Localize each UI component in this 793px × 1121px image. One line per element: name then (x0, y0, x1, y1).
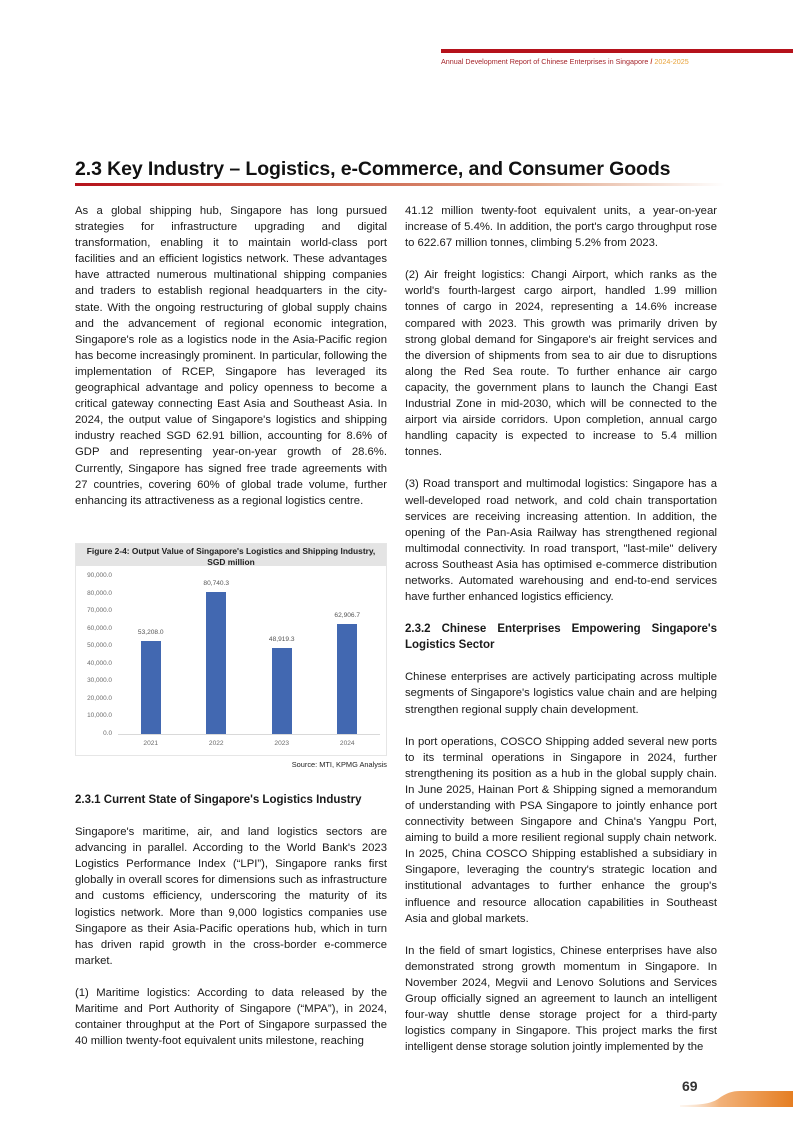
header-accent-bar (441, 49, 793, 53)
section-title-underline (75, 183, 725, 186)
left-column-lower (75, 792, 387, 1049)
y-axis-tick-label: 50,000.0 (87, 642, 112, 650)
y-axis-tick-label: 60,000.0 (87, 624, 112, 632)
y-axis-tick-label: 20,000.0 (87, 694, 112, 702)
footer-swoosh-decoration (680, 1085, 793, 1107)
y-axis-tick-label: 90,000.0 (87, 572, 112, 579)
chart-bar (141, 641, 161, 734)
chart-plot-area (76, 566, 386, 756)
y-axis-tick-label: 80,000.0 (87, 589, 112, 597)
chart-bar (206, 592, 226, 734)
maritime-logistics-paragraph: (1) Maritime logistics: According to data released by the Maritime and Port Authority of Singapore (“MPA”), in 2024, container throughput at the Port of Singapore surpassed the 40 million twenty-foot equivalent units milestone, reaching (75, 986, 387, 1048)
page-number: 69 (682, 1078, 698, 1094)
air-freight-paragraph: (2) Air freight logistics: Changi Airport, which ranks as the world's fourth-largest cargo airport, handled 1.99 million tonnes of cargo in 2024, representing a 14.6% increase compared with 2023. This growth was primarily driven by strong global demand for Singapore's air freight services and the diversion of shipments from sea to air due to disruptions along the Red Sea route. To further enhance air cargo capacity, the government plans to launch the Changi East Industrial Zone in mid-2030, which will be connected to the airport via airside corridors. Upon completion, annual cargo handling capacity is expected to increase to 5.4 million tonnes. (405, 269, 717, 459)
y-axis-tick-label: 10,000.0 (87, 712, 112, 720)
x-axis-tick-label: 2023 (274, 740, 290, 747)
running-header (441, 57, 689, 66)
intro-paragraph: As a global shipping hub, Singapore has long pursued strategies for infrastructure upgrading and digital transformation, enabling it to maintain world-class port facilities and an efficient logistics network. These advantages have attracted numerous multinational shipping companies and traders to establish regional headquarters in the city-state. With the ongoing restructuring of global supply chains and the advancement of regional economic integration, Singapore's role as a logistics node in the Asia-Pacific region has become increasingly prominent. In particular, following the implementation of RCEP, Singapore has leveraged its geographical advantage and policy openness to become a critical gateway connecting East Asia and Southeast Asia. In 2024, the output value of Singapore's logistics and shipping industry reached SGD 62.91 billion, accounting for 8.6% of GDP and representing year-on-year growth of 28.6%. Currently, Singapore has signed free trade agreements with 27 countries, covering 60% of global trade volume, further enhancing its attractiveness as a regional logistics centre. (75, 205, 387, 507)
x-axis-tick-label: 2021 (143, 740, 159, 747)
report-years: 2024-2025 (654, 57, 689, 66)
y-axis-tick-label: 40,000.0 (87, 659, 112, 667)
smart-logistics-paragraph: In the field of smart logistics, Chinese enterprises have also demonstrated strong growth momentum in Singapore. In November 2024, Megvii and Lenovo Solutions and Services Group officially signed an agreement to launch an intelligent four-way shuttle dense storage project for a third-party logistics company in Singapore. This project marks the first intelligent dense storage solution jointly implemented by the (405, 944, 717, 1054)
report-title: Annual Development Report of Chinese Enterprises in Singapore (441, 57, 649, 66)
y-axis-tick-label: 30,000.0 (87, 677, 112, 685)
subsection-2-3-2-heading: 2.3.2 Chinese Enterprises Empowering Singapore's Logistics Sector (405, 623, 717, 652)
left-column-intro (75, 203, 387, 509)
subsection-2-3-2-body: Chinese enterprises are actively participating across multiple segments of Singapore's logistics value chain and are helping strengthen regional supply chain development. (405, 671, 717, 716)
header-separator: / (650, 57, 653, 66)
bar-value-label: 53,208.0 (137, 628, 164, 636)
bar-value-label: 80,740.3 (203, 580, 230, 588)
road-transport-paragraph: (3) Road transport and multimodal logistics: Singapore has a well-developed road network, and cold chain transportation services are receiving increasing attention. In addition, the opening of the Pan-Asia Railway has strengthened regional multimodal connectivity. In road transport, "last-mile" delivery across Southeast Asia has optimised e-commerce distribution networks. Automated warehousing and end-to-end services have further enhanced logistics efficiency. (405, 478, 717, 604)
bar-value-label: 48,919.3 (268, 636, 295, 644)
chart-bar (272, 648, 292, 734)
y-axis-tick-label: 0.0 (103, 730, 112, 737)
x-axis-line (118, 734, 380, 735)
maritime-continued-paragraph: 41.12 million twenty-foot equivalent units, a year-on-year increase of 5.4%. In addition, the port's cargo throughput rose to 622.67 million tonnes, climbing 5.2% from 2023. (405, 205, 717, 250)
x-axis-tick-label: 2022 (208, 740, 224, 747)
y-axis-tick-label: 70,000.0 (87, 607, 112, 615)
chart-source: Source: MTI, KPMG Analysis (291, 760, 387, 769)
right-column (405, 203, 717, 1055)
port-operations-paragraph: In port operations, COSCO Shipping added several new ports to its terminal operations in Singapore in 2024, further strengthening its position as a hub in the global supply chain. In June 2025, Hainan Port & Shipping signed a memorandum of understanding with PSA Singapore to jointly enhance port connectivity between Singapore and China's Yangpu Port, aiming to build a more resilient regional supply chain network. In 2025, China COSCO Shipping established a subsidiary in Singapore, leveraging the country's strategic location and institutional advantages to further enhance the group's influence and resource allocation capabilities in Southeast Asia and global markets. (405, 735, 717, 925)
subsection-2-3-1-body: Singapore's maritime, air, and land logistics sectors are advancing in parallel. According to the World Bank's 2023 Logistics Performance Index (“LPI”), Singapore ranks first globally in overall scores for dimensions such as infrastructure and customs efficiency, underscoring the maturity of its logistics network. More than 9,000 logistics companies use Singapore as their Asia-Pacific operations hub, which in turn has driven rapid growth in the cross-border e-commerce market. (75, 826, 387, 967)
x-axis-tick-label: 2024 (339, 740, 355, 747)
bar-value-label: 62,906.7 (334, 611, 361, 619)
chart-title: Figure 2-4: Output Value of Singapore's Logistics and Shipping Industry, SGD million (76, 544, 386, 566)
figure-2-4-chart (75, 543, 387, 756)
subsection-2-3-1-heading: 2.3.1 Current State of Singapore's Logistics Industry (75, 794, 362, 806)
section-title: 2.3 Key Industry – Logistics, e-Commerce, and Consumer Goods (75, 158, 671, 180)
chart-bar (337, 624, 357, 734)
